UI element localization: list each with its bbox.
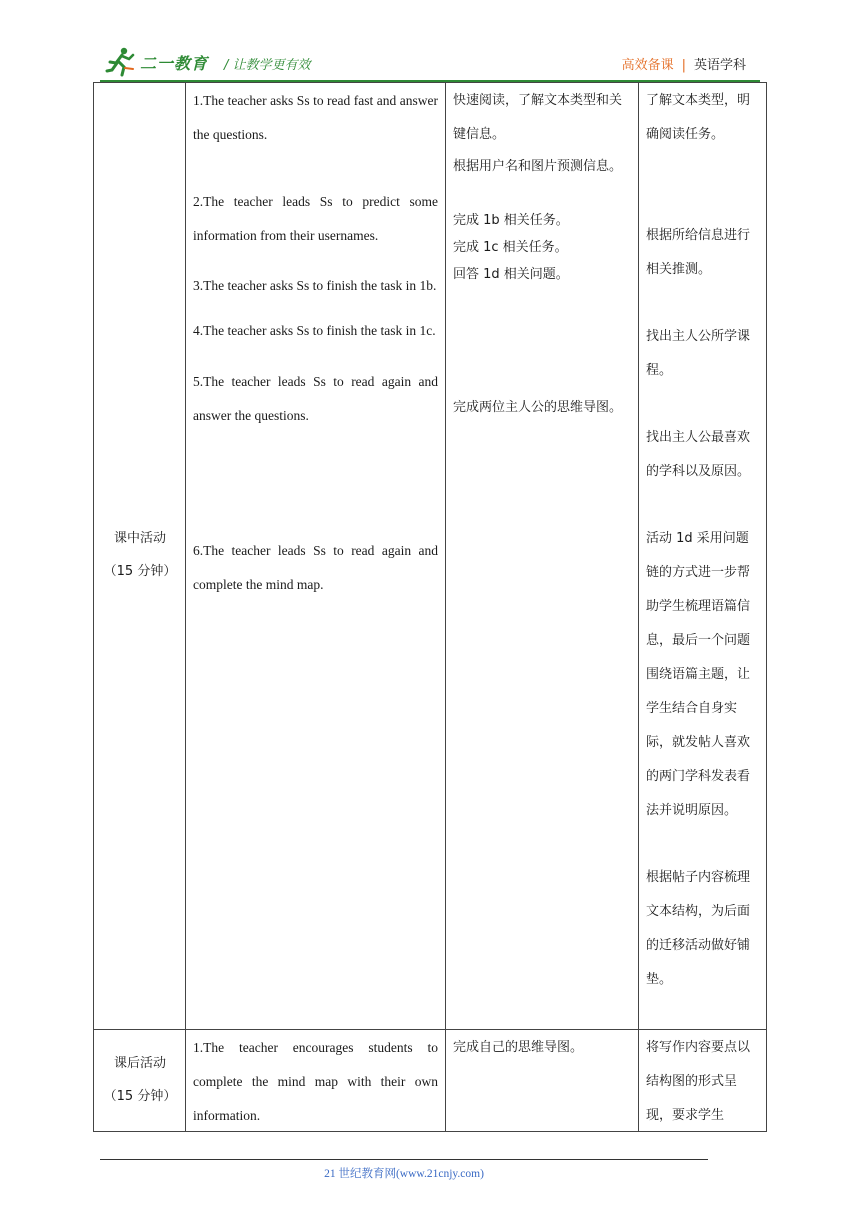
- lesson-plan-table: [93, 82, 767, 1132]
- row-label-after-class: [94, 1047, 186, 1113]
- teacher-activity-6: 6.The teacher leads Ss to read again and complete the mind map.: [193, 543, 438, 592]
- header-course-info: [622, 54, 746, 73]
- student-activity-6: 完成两位主人公的思维导图。: [453, 400, 623, 415]
- slogan: / 让教学更有效: [224, 58, 311, 73]
- subject-label: 英语学科: [693, 58, 746, 73]
- row-label-title: 课中活动: [113, 531, 166, 546]
- student-activity-5: 回答 1d 相关问题。: [453, 267, 569, 282]
- purpose-6: 根据帖子内容梳理文本结构，为后面的迁移活动做好铺垫。: [646, 870, 751, 987]
- purpose-4: 找出主人公最喜欢的学科以及原因。: [646, 430, 751, 479]
- purpose-2: 根据所给信息进行相关推测。: [646, 228, 751, 277]
- column-divider: [185, 83, 186, 1131]
- course-label: 高效备课: [621, 58, 674, 73]
- running-figure-logo-icon: [104, 46, 136, 78]
- teacher-activity-1: 1.The teacher asks Ss to read fast and answer the questions.: [193, 93, 438, 142]
- logo-text: 二一教育: [140, 54, 209, 73]
- row-label-in-class: [94, 522, 186, 588]
- teacher-activity-2: 2.The teacher leads Ss to predict some information from their usernames.: [193, 194, 438, 243]
- footer-site-link[interactable]: 21 世纪教育网(www.21cnjy.com): [324, 1168, 484, 1180]
- student-activity-3: 完成 1b 相关任务。: [453, 213, 569, 228]
- column-divider: [445, 83, 446, 1131]
- column-divider: [638, 83, 639, 1131]
- page-header: [100, 44, 760, 82]
- student-activity-4: 完成 1c 相关任务。: [453, 240, 568, 255]
- student-activity-1: 快速阅读，了解文本类型和关键信息。: [453, 93, 623, 142]
- teacher-activity-3: 3.The teacher asks Ss to finish the task in 1b.: [193, 278, 437, 293]
- after-class-purpose: 将写作内容要点以结构图的形式呈现，要求学生: [646, 1040, 751, 1123]
- row-label-title: 课后活动: [113, 1056, 166, 1071]
- purpose-5: 活动 1d 采用问题链的方式进一步帮助学生梳理语篇信息，最后一个问题围绕语篇主题，让学生结合自身实际，就发帖人喜欢的两门学科发表看法并说明原因。: [646, 531, 751, 818]
- row-divider: [94, 1029, 766, 1030]
- header-separator: |: [681, 58, 686, 73]
- teacher-activity-4: 4.The teacher asks Ss to finish the task in 1c.: [193, 323, 436, 338]
- after-class-teacher-activity: 1.The teacher encourages students to complete the mind map with their own information.: [193, 1040, 438, 1123]
- row-label-duration: （15 分钟）: [103, 564, 177, 579]
- footer-divider: [100, 1159, 708, 1160]
- teacher-activity-5: 5.The teacher leads Ss to read again and answer the questions.: [193, 374, 438, 423]
- after-class-student-activity: 完成自己的思维导图。: [453, 1040, 584, 1055]
- purpose-3: 找出主人公所学课程。: [646, 329, 751, 378]
- row-label-duration: （15 分钟）: [103, 1089, 177, 1104]
- student-activity-2: 根据用户名和图片预测信息。: [453, 159, 623, 174]
- purpose-1: 了解文本类型，明确阅读任务。: [646, 93, 751, 142]
